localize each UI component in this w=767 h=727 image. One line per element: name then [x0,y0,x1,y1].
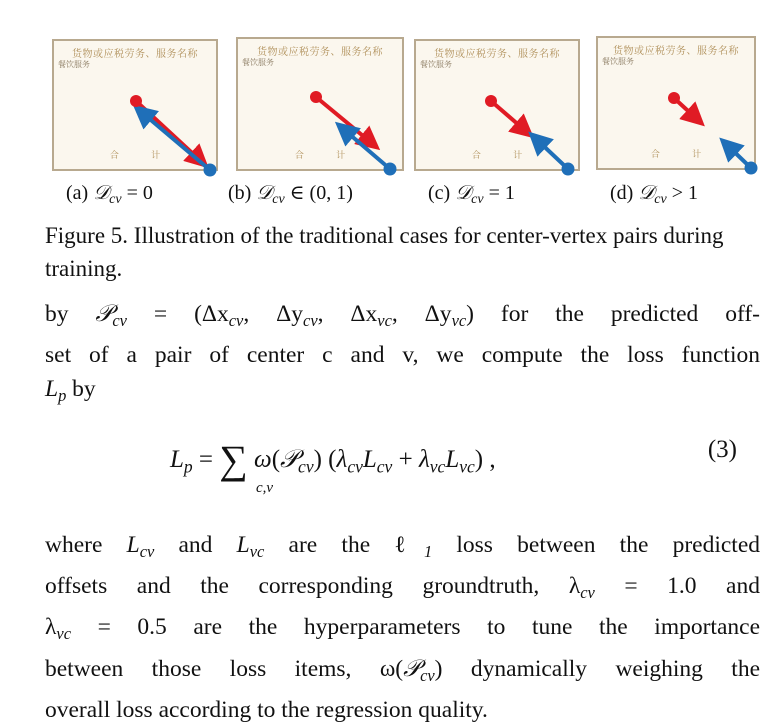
subcaption-label: (b) [228,182,252,204]
subcaption-b: (b) 𝒟$_{cv}$ ∈ (0, 1) [228,180,353,208]
panel-footer: 合 计 [471,150,523,160]
paragraph-line: set of a pair of center c and v, we compute the loss function [45,341,760,368]
subcaption-c: (c) 𝒟$_{cv}$ = 1 [428,180,515,208]
panel-subheader: 餐饮服务 [242,58,274,67]
panel-header: 货物或应税劳务、服务名称 [613,46,739,57]
panel-subheader: 餐饮服务 [420,60,452,69]
subcaption-d: (d) 𝒟$_{cv}$ > 1 [610,180,699,208]
center-offset-arrow-c [491,101,528,133]
panel-footer: 合 计 [650,149,702,159]
subcaption-a: (a) 𝒟$_{cv}$ = 0 [66,180,153,208]
center-point-b [310,91,322,103]
vertex-offset-arrow-a [139,110,210,170]
paragraph-line: overall loss according to the regression quality. [45,696,488,723]
subcaption-label: (c) [428,182,451,204]
paragraph-line: between those loss items, ω(𝒫$_{cv}$) dynamically weighing the [45,653,761,685]
center-point-a [130,95,142,107]
paragraph-line: offsets and the corresponding groundtruth, $\lambda_{cv} = 1.0$ and [45,572,760,602]
paragraph-2 [45,528,760,727]
center-point-d [668,92,680,104]
vertex-point-c [562,163,575,176]
figure-caption: Figure 5. Illustration of the traditional cases for center-vertex pairs during training. [45,223,724,281]
panel-subheader: 餐饮服务 [58,60,90,69]
panel-header: 货物或应税劳务、服务名称 [434,49,560,60]
paragraph-line: by 𝒫$_{cv}$ = ($\Delta x_{cv}$, $\Delta y_{cv}$, $\Delta x_{vc}$, $\Delta y_{vc}$) for the predicted off- [45,299,761,330]
subcaption-condition: > 1 [671,182,699,204]
paragraph-line: where $L_{cv}$ and $L_{vc}$ are the ℓ$_1$ loss between the predicted [45,532,761,561]
center-offset-arrow-b [316,97,374,145]
subcaption-condition: = 1 [488,182,515,204]
vertex-point-a [204,164,217,177]
paragraph-1 [45,296,760,413]
sum-index: c,v [256,480,274,496]
panel-header: 货物或应税劳务、服务名称 [72,49,198,60]
paragraph-line: $\lambda_{vc} = 0.5$ are the hyperparameters to tune the importance [45,613,760,643]
equation-3 [0,430,767,505]
equation-body: $L_p$ = ∑ ω(𝒫$_{cv}$) $(\lambda_{cv}L_{cv} + \lambda_{vc}L_{vc})$ , c,v [170,437,496,496]
subcaption-condition: = 0 [126,182,153,204]
panel-footer: 合 计 [294,150,346,160]
panel-subheader: 餐饮服务 [602,57,634,66]
vertex-offset-arrow-b [341,127,390,169]
vertex-point-b [384,163,397,176]
subcaption-label: (d) [610,182,634,204]
panel-header: 货物或应税劳务、服务名称 [257,47,383,58]
subcaption-label: (a) [66,182,89,204]
center-point-c [485,95,497,107]
paragraph-line: $L_p$ by [45,375,96,405]
equation-number: (3) [707,436,737,463]
vertex-offset-arrow-c [534,137,568,169]
vertex-point-d [745,162,758,175]
subcaption-condition: ∈ (0, 1) [289,182,353,204]
panel-footer: 合 计 [109,150,161,160]
